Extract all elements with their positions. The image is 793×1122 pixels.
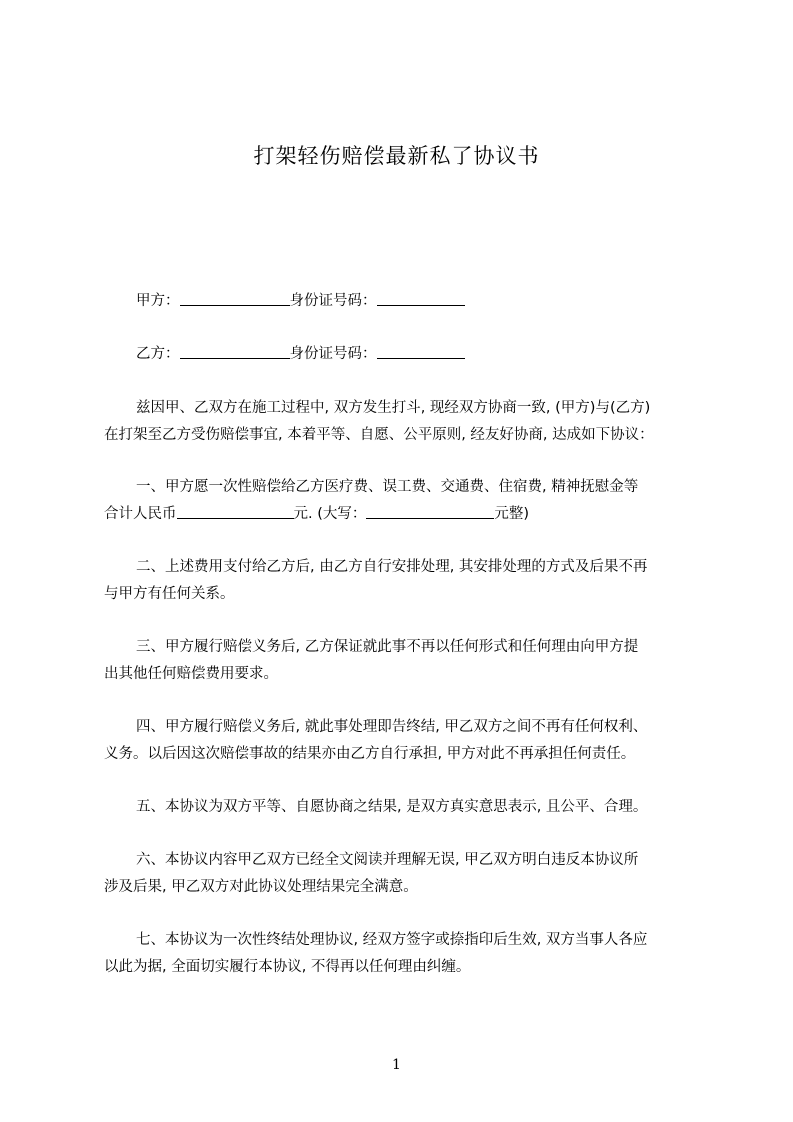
clause-6-line-2: 涉及后果, 甲乙双方对此协议处理结果完全满意。: [104, 879, 418, 895]
clause-7-line-2: 以此为据, 全面切实履行本协议, 不得再以任何理由纠缠。: [104, 959, 471, 975]
clause-7-line-1: 七、本协议为一次性终结处理协议, 经双方签字或捺指印后生效, 双方当事人各应: [136, 932, 648, 948]
clause-1-amount-label: 合计人民币: [104, 506, 177, 522]
party-a-line: [136, 288, 736, 314]
party-a-id-label: 身份证号码：: [289, 293, 377, 309]
party-a-label: 甲方：: [136, 293, 180, 309]
clause-2-line-2: 与甲方有任何关系。: [104, 586, 235, 602]
clause-6-line-1: 六、本协议内容甲乙双方已经全文阅读并理解无误, 甲乙双方明白违反本协议所: [136, 852, 639, 868]
party-b-line: [136, 341, 736, 367]
page-number: 1: [392, 1057, 401, 1073]
party-b-id-label: 身份证号码：: [289, 346, 377, 362]
clause-1-amount-words-label: 元. (大写：: [293, 506, 367, 522]
clause-3-line-2: 出其他任何赔偿费用要求。: [104, 666, 278, 682]
clause-3-line-1: 三、甲方履行赔偿义务后, 乙方保证就此事不再以任何形式和任何理由向甲方提: [136, 639, 639, 655]
intro-line-2: 在打架至乙方受伤赔偿事宜, 本着平等、自愿、公平原则, 经友好协商, 达成如下协议：: [104, 427, 654, 443]
party-a-name-blank[interactable]: [180, 290, 290, 306]
clause-5-line-1: 五、本协议为双方平等、自愿协商之结果, 是双方真实意思表示, 且公平、合理。: [136, 799, 648, 815]
clause-4-line-2: 义务。以后因这次赔偿事故的结果亦由乙方自行承担, 甲方对此不再承担任何责任。: [104, 746, 636, 762]
amount-words-blank[interactable]: [366, 503, 494, 519]
party-a-id-blank[interactable]: [377, 290, 465, 306]
clause-4-line-1: 四、甲方履行赔偿义务后, 就此事处理即告终结, 甲乙双方之间不再有任何权利、: [136, 719, 648, 735]
party-b-label: 乙方：: [136, 346, 180, 362]
clause-1-line-2: [104, 501, 704, 527]
clause-2-line-1: 二、上述费用支付给乙方后, 由乙方自行安排处理, 其安排处理的方式及后果不再: [136, 559, 648, 575]
document-title: 打架轻伤赔偿最新私了协议书: [253, 144, 540, 168]
party-b-name-blank[interactable]: [180, 343, 290, 359]
clause-1-amount-suffix: 元整): [494, 506, 530, 522]
intro-line-1: 兹因甲、乙双方在施工过程中, 双方发生打斗, 现经双方协商一致, (甲方)与(乙方): [136, 400, 651, 416]
party-b-id-blank[interactable]: [377, 343, 465, 359]
clause-1-line-1: 一、甲方愿一次性赔偿给乙方医疗费、误工费、交通费、住宿费, 精神抚慰金等: [136, 479, 639, 495]
amount-figures-blank[interactable]: [177, 503, 294, 519]
